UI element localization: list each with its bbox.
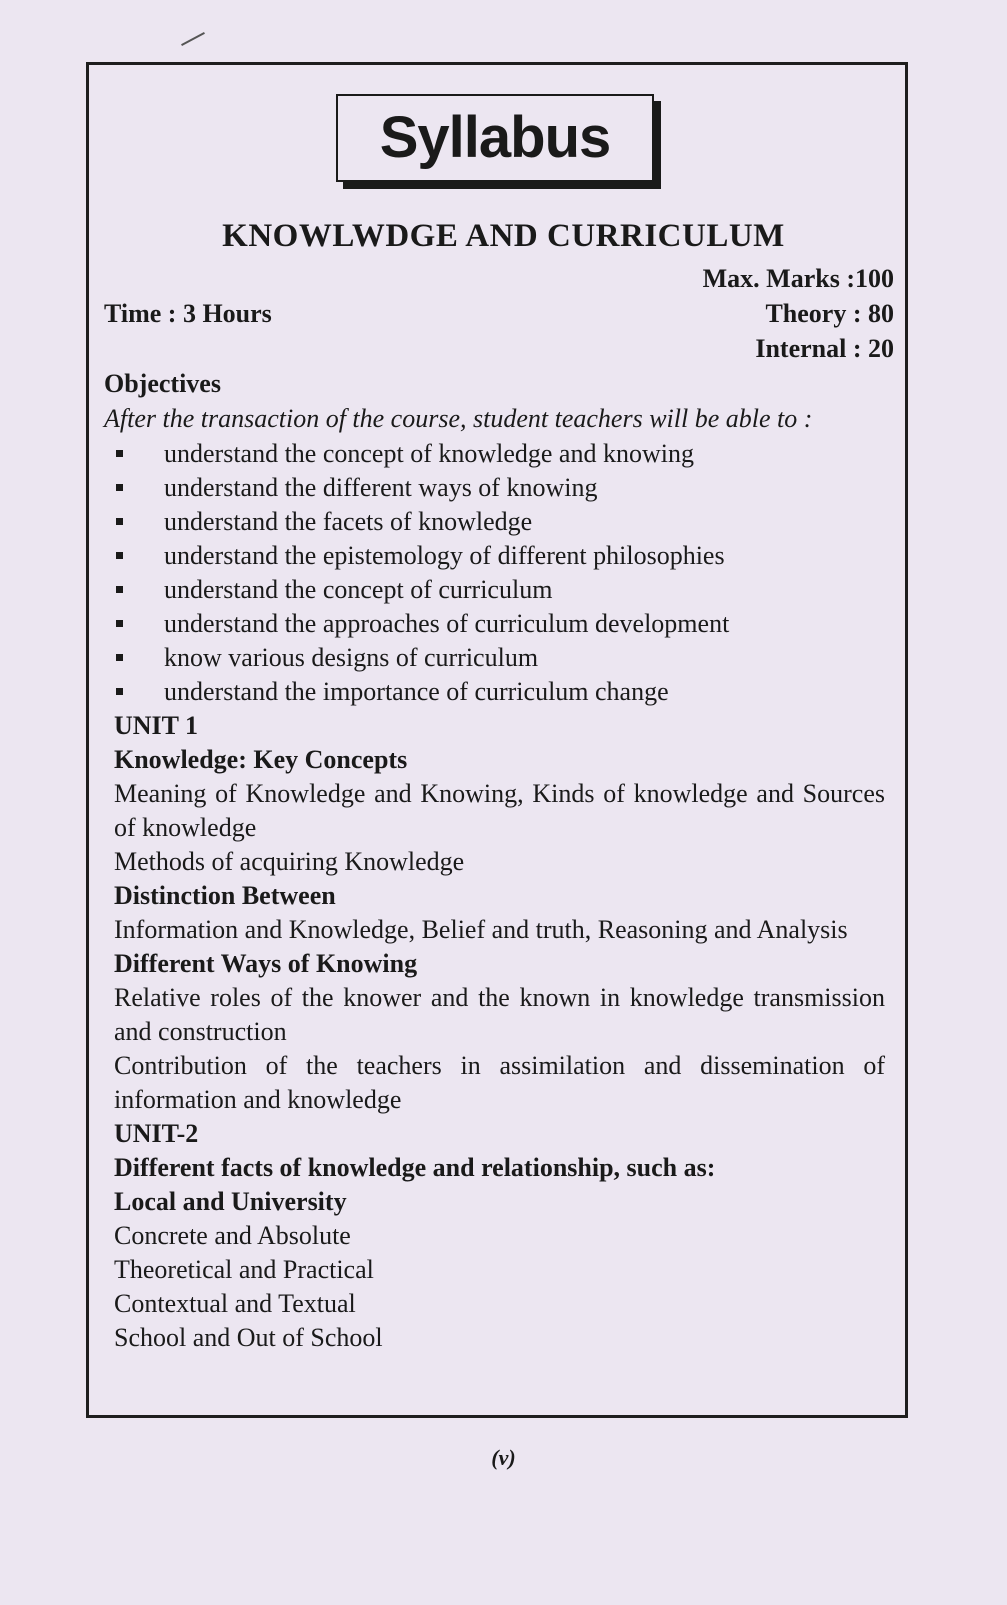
list-item — [114, 471, 729, 505]
bullet-icon — [116, 518, 123, 525]
objective-text: know various designs of curriculum — [164, 643, 539, 672]
unit2-line: Concrete and Absolute — [114, 1221, 351, 1250]
list-item — [114, 539, 729, 573]
objective-text: understand the facets of knowledge — [164, 507, 533, 536]
list-item — [114, 437, 729, 471]
theory-marks: Theory : 80 — [765, 299, 894, 328]
stray-pen-mark — [181, 32, 205, 46]
objectives-intro: After the transaction of the course, student teachers will be able to : — [104, 404, 813, 433]
syllabus-title-box — [336, 94, 654, 182]
objective-text: understand the epistemology of different philosophies — [164, 541, 725, 570]
unit2-line: School and Out of School — [114, 1323, 383, 1352]
bullet-icon — [116, 586, 123, 593]
unit1-sub1-text: Information and Knowledge, Belief and truth, Reasoning and Analysis — [114, 915, 848, 944]
unit2-heading: Different facts of knowledge and relationship, such as: — [114, 1153, 716, 1182]
list-item — [114, 573, 729, 607]
unit2-title: UNIT-2 — [114, 1119, 199, 1148]
unit1-para2: Methods of acquiring Knowledge — [114, 847, 465, 876]
objective-text: understand the concept of knowledge and knowing — [164, 439, 694, 468]
objective-text: understand the approaches of curriculum development — [164, 609, 730, 638]
unit1-sub1-heading: Distinction Between — [114, 881, 336, 910]
list-item — [114, 607, 729, 641]
time-allowed: Time : 3 Hours — [104, 299, 272, 328]
unit1-title: UNIT 1 — [114, 711, 199, 740]
unit1-para1: Meaning of Knowledge and Knowing, Kinds of knowledge and Sources of knowledge — [114, 779, 885, 842]
unit1-sub2-heading: Different Ways of Knowing — [114, 949, 418, 978]
bullet-icon — [116, 552, 123, 559]
objective-text: understand the importance of curriculum change — [164, 677, 669, 706]
objectives-list — [114, 437, 729, 709]
bullet-icon — [116, 450, 123, 457]
syllabus-body — [114, 709, 885, 1355]
list-item — [114, 675, 729, 709]
objective-text: understand the concept of curriculum — [164, 575, 553, 604]
max-marks: Max. Marks :100 — [702, 264, 894, 293]
bullet-icon — [116, 484, 123, 491]
bullet-icon — [116, 688, 123, 695]
unit1-heading: Knowledge: Key Concepts — [114, 745, 408, 774]
bullet-icon — [116, 620, 123, 627]
objective-text: understand the different ways of knowing — [164, 473, 598, 502]
bullet-icon — [116, 654, 123, 661]
unit1-sub2-text2: Contribution of the teachers in assimilation and dissemination of information and knowledge — [114, 1051, 885, 1114]
unit1-sub2-text1: Relative roles of the knower and the known in knowledge transmission and construction — [114, 983, 885, 1046]
unit2-line: Theoretical and Practical — [114, 1255, 374, 1284]
course-title: KNOWLWDGE AND CURRICULUM — [222, 218, 785, 254]
unit2-sub-heading: Local and University — [114, 1187, 347, 1216]
list-item — [114, 505, 729, 539]
page-number: (v) — [491, 1445, 516, 1470]
objectives-heading: Objectives — [104, 369, 221, 398]
unit2-line: Contextual and Textual — [114, 1289, 356, 1318]
list-item — [114, 641, 729, 675]
internal-marks: Internal : 20 — [755, 334, 894, 363]
syllabus-title: Syllabus — [379, 105, 611, 170]
